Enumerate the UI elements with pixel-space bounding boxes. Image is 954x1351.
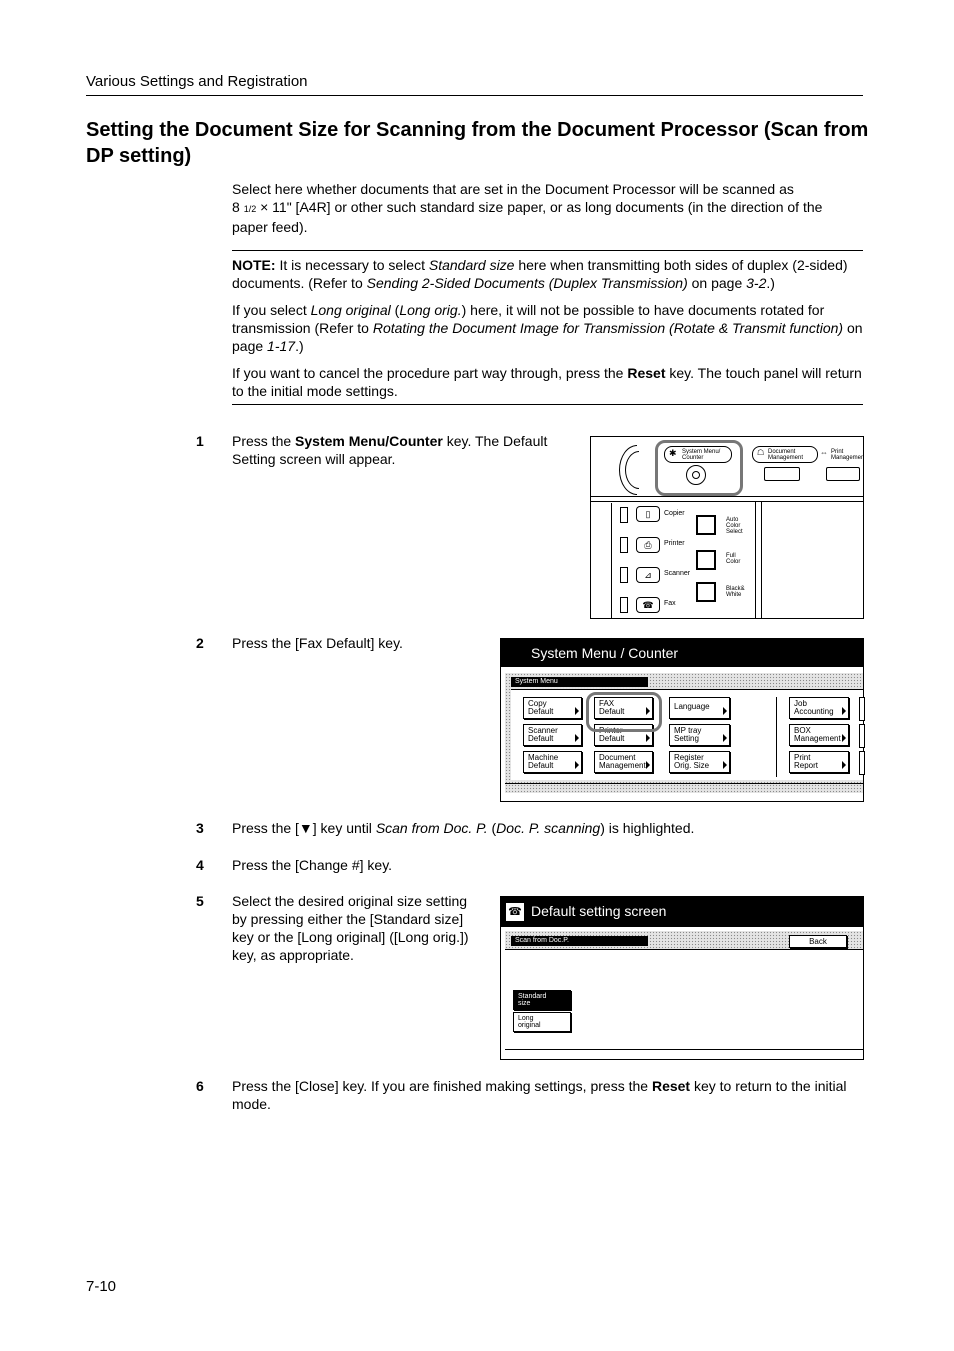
arrow-right-icon (842, 734, 846, 742)
arrow-right-icon (575, 707, 579, 715)
note-text: on page (687, 275, 747, 291)
button-label-line: Default (528, 707, 554, 716)
print-report-button[interactable] (789, 751, 849, 773)
note-text: here when transmitting both sides of duplex (2-sided) documents. (Refer to (232, 257, 848, 291)
intro-line-2 (232, 198, 872, 218)
button-label-line: Default (528, 761, 554, 770)
button-label-line: Document (599, 753, 636, 762)
step-term: Doc. P. scanning (496, 820, 601, 836)
note-term: Long original (310, 302, 391, 318)
button-label-line: Printer (599, 726, 623, 735)
intro-size-rest: × 11" [A4R] or other such standard size paper, or as long documents (in the direction of the (256, 199, 823, 215)
step-1-text (232, 432, 572, 468)
full-color-key[interactable] (696, 550, 716, 570)
panel-line (761, 501, 762, 618)
asterisk-icon: ✱ (669, 448, 677, 458)
black-white-label-line: White (726, 592, 742, 598)
note-text: .) (766, 275, 775, 291)
button-label-line: Setting (674, 734, 699, 743)
note-text: on page (232, 320, 863, 354)
step-text: Press the (232, 433, 296, 449)
button-label-line: MP tray (674, 726, 702, 735)
arrow-right-icon (646, 761, 650, 769)
step-text: ) is highlighted. (600, 820, 695, 836)
note-term: Standard size (428, 257, 515, 273)
note-paragraph-2 (232, 301, 864, 355)
printer-label: Printer (664, 540, 685, 547)
black-white-label-line: Black& (726, 586, 745, 592)
arrow-right-icon (723, 707, 727, 715)
copier-icon: ▯ (645, 509, 651, 519)
button-label-line: Print (794, 753, 811, 762)
note-text: It is necessary to select (275, 257, 429, 273)
highlight-ring (655, 440, 743, 496)
arrow-right-icon (723, 761, 727, 769)
printer-key[interactable] (636, 537, 660, 553)
mp-tray-setting-button[interactable] (669, 724, 730, 746)
printer-icon: ⎙ (644, 540, 652, 550)
step-number: 5 (196, 893, 204, 909)
machine-default-button[interactable] (523, 751, 582, 773)
step-5-text: Select the desired original size setting by pressing either the [Standard size] key or the [Long original] ([Long orig.]) key, as appropriate. (232, 893, 469, 963)
note-paragraph-3 (232, 364, 864, 400)
step-text: Press the [Close] key. If you are finished making settings, press the (232, 1078, 652, 1094)
note-label: NOTE: (232, 257, 276, 273)
button-label-line: Management (794, 734, 841, 743)
button-label-line: Long (518, 1015, 534, 1022)
note-text: .) (295, 338, 304, 354)
button-label-line: Standard (518, 993, 547, 1000)
auto-color-label-line: Auto (726, 517, 739, 523)
document-management-button[interactable] (594, 751, 653, 773)
arrow-right-icon (723, 734, 727, 742)
document-management-button[interactable] (764, 467, 800, 481)
step-6-text (232, 1077, 872, 1113)
menu-divider (776, 697, 777, 777)
scanner-key[interactable] (636, 567, 660, 583)
button-label-line: Register (674, 753, 704, 762)
printer-indicator (620, 537, 628, 553)
auto-color-label-line: Select (726, 529, 743, 535)
partial-button-edge (859, 724, 865, 748)
doc-mgmt-label-1: Document (768, 449, 796, 455)
document-management-key[interactable] (752, 446, 818, 463)
step-key: Reset (651, 1078, 691, 1094)
fax-key[interactable] (636, 597, 660, 613)
screen-title-bar (501, 897, 863, 927)
header-rule (86, 95, 863, 96)
screen-bottom-line (505, 1049, 863, 1050)
scanner-icon: ⊿ (644, 570, 652, 580)
step-number: 2 (196, 635, 204, 651)
step-4-text: Press the [Change #] key. (232, 857, 393, 873)
note-text: ) here, it will not be possible to have documents rotated for transmission (Refer to (232, 302, 825, 336)
document-icon: ☖ (757, 448, 765, 457)
screen-title: System Menu / Counter (531, 645, 679, 661)
intro-line-1: Select here whether documents that are set in the Document Processor will be scanned as (232, 181, 794, 197)
step-2-text: Press the [Fax Default] key. (232, 635, 403, 651)
print-mgmt-label-2: Managemen (831, 455, 865, 461)
fax-indicator (620, 597, 628, 613)
intro-size-whole: 8 (232, 199, 244, 215)
button-label-line: original (518, 1022, 541, 1029)
button-label-line: Default (599, 734, 625, 743)
step-number: 1 (196, 433, 204, 449)
arrow-right-icon (842, 707, 846, 715)
partial-button-edge (859, 697, 865, 721)
note-page-ref: 1-17 (267, 338, 296, 354)
button-label-line: Machine (528, 753, 559, 762)
fax-icon: ☎ (506, 903, 524, 921)
intro-line-3: paper feed). (232, 219, 308, 235)
button-label-line: Copy (528, 699, 547, 708)
panel-edge (625, 451, 653, 489)
default-setting-screen (500, 896, 864, 1060)
doc-mgmt-label-2: Management (768, 455, 804, 461)
note-block (232, 256, 864, 400)
copier-indicator (620, 507, 628, 523)
partial-button-edge (859, 751, 865, 775)
system-menu-screen (500, 638, 864, 802)
note-xref: Sending 2-Sided Documents (Duplex Transmission) (366, 275, 688, 291)
full-color-label-line: Full (726, 553, 736, 559)
screen-line (505, 949, 863, 950)
note-key: Reset (627, 365, 666, 381)
language-button[interactable] (669, 697, 730, 719)
note-text: If you want to cancel the procedure part way through, press the (232, 365, 628, 381)
back-button[interactable]: Back (789, 935, 847, 948)
arrow-right-icon (575, 761, 579, 769)
panel-line (591, 501, 863, 502)
scanner-default-button[interactable] (523, 724, 582, 746)
auto-color-label-line: Color (726, 523, 741, 529)
job-accounting-button[interactable] (789, 697, 849, 719)
long-original-button[interactable] (513, 1012, 571, 1032)
arrow-right-icon (842, 761, 846, 769)
print-icon: ⇔ (820, 448, 828, 457)
running-header: Various Settings and Registration (86, 73, 308, 90)
button-label-line: Management (599, 761, 646, 770)
note-text: If you select (232, 302, 311, 318)
arrow-right-icon (575, 734, 579, 742)
button-label-line: Default (528, 734, 554, 743)
system-menu-bar: System Menu (511, 677, 648, 687)
black-white-key[interactable] (696, 582, 716, 602)
button-label-line: Orig. Size (674, 761, 710, 770)
system-menu-label-1: System Menu/ (682, 449, 721, 455)
scanner-label: Scanner (664, 570, 691, 577)
step-text: ( (487, 820, 497, 836)
highlight-ring (586, 692, 662, 732)
button-label-line: Report (794, 761, 819, 770)
screen-title-bar (501, 639, 863, 667)
button-label-line: Accounting (794, 707, 834, 716)
step-text: key. The Default Setting screen will appear. (232, 433, 548, 467)
button-label-line: size (518, 1000, 531, 1007)
screen-bottom-line (505, 783, 863, 784)
print-management-button[interactable] (826, 467, 860, 481)
copy-default-button[interactable] (523, 697, 582, 719)
panel-line (755, 501, 756, 618)
button-label-line: FAX (599, 699, 615, 708)
fax-icon: ☎ (642, 600, 654, 610)
panel-line (611, 503, 612, 618)
note-paragraph-1 (232, 256, 864, 292)
box-management-button[interactable] (789, 724, 849, 746)
intro-size-fraction: 1/2 (243, 204, 257, 214)
black-white-label (726, 586, 745, 598)
note-text: key. The touch panel will return to the initial mode settings. (232, 365, 862, 399)
copier-key[interactable] (636, 506, 660, 522)
auto-color-label (726, 517, 743, 535)
button-label-line: BOX (794, 726, 811, 735)
system-menu-label-2: Counter (682, 455, 704, 461)
note-bottom-rule (232, 404, 863, 405)
scanner-indicator (620, 567, 628, 583)
note-page-ref: 3-2 (746, 275, 767, 291)
step-text: key to return to the initial mode. (232, 1078, 847, 1112)
step-number: 6 (196, 1078, 204, 1094)
note-term: Long orig. (399, 302, 462, 318)
scan-from-doc-p-bar: Scan from Doc.P. (511, 936, 648, 946)
register-orig-size-button[interactable] (669, 751, 730, 773)
panel-line (591, 496, 863, 497)
step-3-text (232, 819, 862, 837)
button-label-line: Scanner (528, 726, 558, 735)
button-label-line: Job (794, 699, 807, 708)
step-key: System Menu/Counter (295, 433, 443, 449)
standard-size-button[interactable] (513, 990, 571, 1010)
print-mgmt-label-1: Print (831, 449, 844, 455)
button-label-line: Default (599, 707, 625, 716)
screen-title: Default setting screen (531, 903, 667, 919)
arrow-right-icon (646, 734, 650, 742)
step-text: Press the [▼] key until (232, 820, 376, 836)
fax-label: Fax (664, 600, 676, 607)
section-title: Setting the Document Size for Scanning from the Document Processor (Scan from DP setting) (86, 119, 869, 167)
step-number: 4 (196, 857, 204, 873)
step-number: 3 (196, 820, 204, 836)
note-top-rule (232, 250, 863, 251)
note-xref: Rotating the Document Image for Transmission (Rotate & Transmit function) (372, 320, 844, 336)
note-text: ( (390, 302, 400, 318)
full-color-label-line: Color (726, 559, 741, 565)
page-number: 7-10 (86, 1278, 117, 1295)
auto-color-key[interactable] (696, 515, 716, 535)
full-color-label (726, 553, 740, 565)
intro-paragraph (232, 180, 872, 236)
button-label-line: Language (674, 702, 710, 711)
step-term: Scan from Doc. P. (375, 820, 488, 836)
copier-label: Copier (664, 510, 685, 517)
